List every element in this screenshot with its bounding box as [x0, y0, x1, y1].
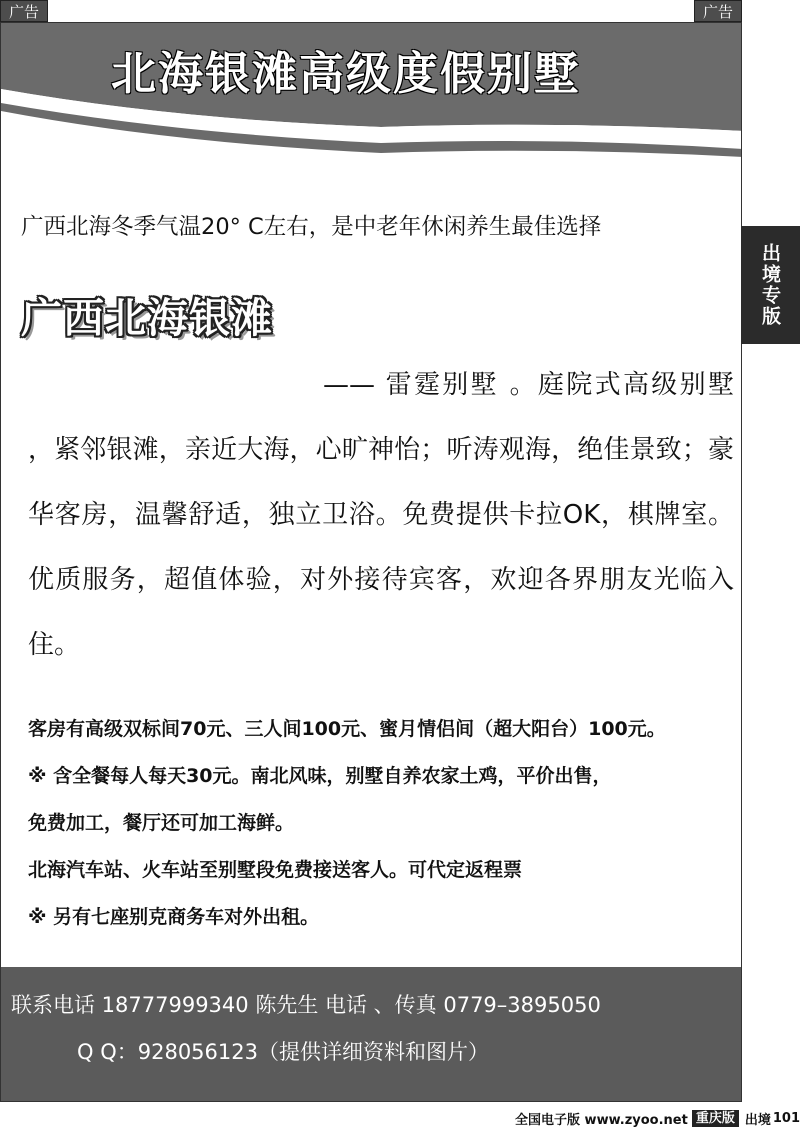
- detail-line: ※ 含全餐每人每天30元。南北风味，别墅自养农家土鸡，平价出售，: [28, 765, 612, 787]
- detail-line: 北海汽车站、火车站至别墅段免费接送客人。可代定返程票: [28, 859, 523, 881]
- footer-section: 出境: [744, 1112, 771, 1128]
- intro-text: 广西北海冬季气温20° C左右，是中老年休闲养生最佳选择: [21, 214, 602, 240]
- contact-qq-line: Q Q：928056123（提供详细资料和图片）: [77, 1040, 489, 1064]
- page-footer: [515, 1108, 800, 1128]
- ad-label-left: 广告: [0, 0, 48, 22]
- footer-page-number: 101: [772, 1110, 800, 1126]
- contact-bar: [1, 967, 742, 1102]
- title-banner: [1, 23, 742, 168]
- villa-description: —— 雷霆别墅 。庭院式高级别墅 ，紧邻银滩，亲近大海，心旷神怡；听涛观海，绝佳景致；豪华客房，温馨舒适，独立卫浴。免费提供卡拉OK，棋牌室。优质服务，超值体验，对外接待宾客，欢迎各界朋友光临入住。: [28, 370, 734, 660]
- footer-site: 全国电子版 www.zyoo.net: [515, 1112, 688, 1128]
- footer-edition-badge: 重庆版: [692, 1110, 739, 1127]
- contact-phone-line: 联系电话 18777999340 陈先生 电话 、传真 0779–3895050: [11, 993, 601, 1017]
- advertisement-frame: [0, 22, 742, 1102]
- detail-line: ※ 另有七座别克商务车对外出租。: [28, 906, 320, 928]
- banner-title: 北海银滩高级度假别墅: [111, 47, 582, 100]
- section-side-tab: 出境专版: [741, 226, 800, 344]
- detail-line: 客房有高级双标间70元、三人间100元、蜜月情侣间（超大阳台）100元。: [28, 718, 666, 740]
- detail-line: 免费加工，餐厅还可加工海鲜。: [28, 812, 295, 834]
- location-heading: 广西北海银滩: [21, 294, 273, 342]
- details-list: [28, 711, 738, 946]
- ad-label-right: 广告: [694, 0, 742, 22]
